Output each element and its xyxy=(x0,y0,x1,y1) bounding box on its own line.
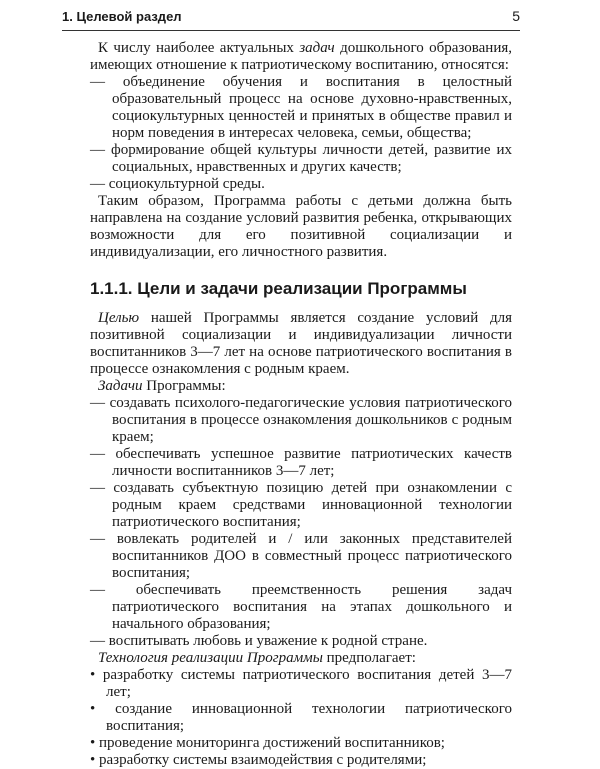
page-number: 5 xyxy=(512,8,520,24)
section-title: 1. Целевой раздел xyxy=(62,9,182,24)
tech-text: предполагает: xyxy=(322,650,416,666)
intro-paragraph xyxy=(90,40,512,74)
task-item-3: — создавать субъектную позицию детей при ознакомлении с родным краем средствами инновационной технологии патриотического воспитания; xyxy=(90,480,512,530)
goal-text: нашей Программы является создание условий для позитивной социализации и индивидуализации личности воспитанников 3—7 лет на основе патриотического воспитания в процессе ознакомления с родным краем. xyxy=(90,310,512,377)
task-item-5: — обеспечивать преемственность решения задач патриотического воспитания на этапах дошкольного и начального образования; xyxy=(90,582,512,632)
task-item-1: — создавать психолого-педагогические условия патриотического воспитания в процессе ознакомления дошкольников с родным краем; xyxy=(90,395,512,445)
section-heading: 1.1.1. Цели и задачи реализации Программы xyxy=(90,279,467,298)
tasks-lead xyxy=(90,378,512,395)
tasks-text: Программы: xyxy=(142,378,226,394)
intro-item-1: — объединение обучения и воспитания в целостный образовательный процесс на основе духовно-нравственных, социокультурных ценностей и принятых в обществе правил и норм поведения в интересах человека, семьи, общества; xyxy=(90,74,512,141)
tech-item-4: • разработку системы взаимодействия с родителями; xyxy=(90,752,427,768)
conclusion-paragraph: Таким образом, Программа работы с детьми должна быть направлена на создание условий развития ребенка, открывающих возможности для его позитивной социализации и индивидуализации, его личностного развития. xyxy=(90,193,512,260)
intro-text-end: дошкольного образования, имеющих отношение к патриотическому воспитанию, относятся: xyxy=(90,40,512,73)
goal-paragraph xyxy=(90,310,512,378)
intro-item-2: — формирование общей культуры личности детей, развитие их социальных, нравственных и других качеств; xyxy=(90,142,512,175)
intro-item-3: — социокультурной среды. xyxy=(90,176,265,192)
running-header xyxy=(62,6,520,31)
page-body xyxy=(90,40,512,769)
task-item-2: — обеспечивать успешное развитие патриотических качеств личности воспитанников 3—7 лет; xyxy=(90,446,512,479)
task-item-4: — вовлекать родителей и / или законных представителей воспитанников ДОО в совместный процесс патриотического воспитания; xyxy=(90,531,512,581)
tech-item-2: • создание инновационной технологии патриотического воспитания; xyxy=(90,701,512,734)
tasks-italic: Задачи xyxy=(98,378,143,394)
goal-italic: Целью xyxy=(98,310,140,326)
tech-item-3: • проведение мониторинга достижений воспитанников; xyxy=(90,735,445,751)
tech-item-1: • разработку системы патриотического воспитания детей 3—7 лет; xyxy=(90,667,512,700)
intro-text: К числу наиболее актуальных xyxy=(98,40,300,56)
task-item-6: — воспитывать любовь и уважение к родной стране. xyxy=(90,633,428,649)
tech-lead xyxy=(90,650,512,667)
intro-italic: задач xyxy=(299,40,335,56)
tech-italic: Технология реализации Программы xyxy=(98,650,323,666)
